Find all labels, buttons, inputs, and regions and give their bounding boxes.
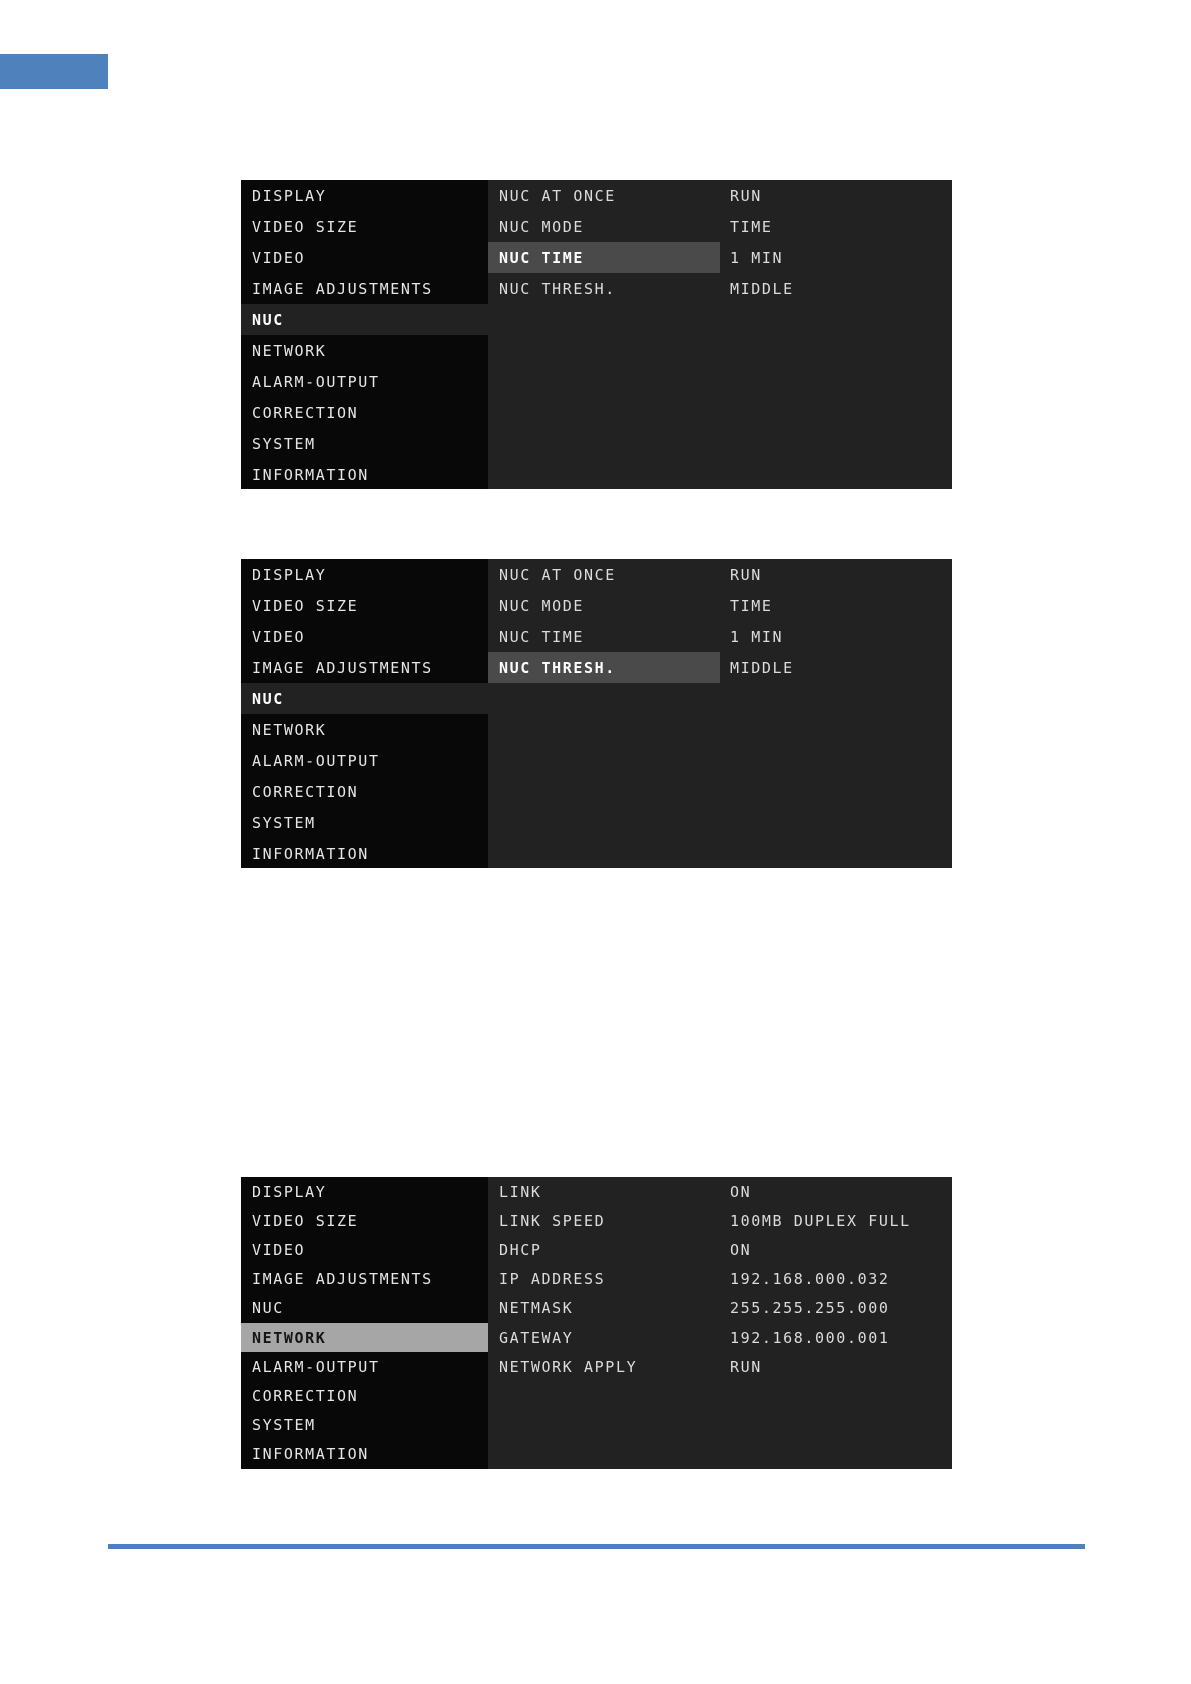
menu-item-image-adjustments[interactable]: IMAGE ADJUSTMENTS xyxy=(252,1270,433,1289)
param-value: 192.168.000.001 xyxy=(730,1328,890,1347)
param-value: ON xyxy=(730,1182,752,1201)
param-label-selected: NUC TIME xyxy=(488,242,720,273)
footer-divider xyxy=(108,1544,1085,1549)
param-row-nuc-thresh[interactable] xyxy=(488,273,952,304)
osd-main-menu xyxy=(241,559,488,868)
param-value: TIME xyxy=(730,217,773,236)
param-row-nuc-time[interactable] xyxy=(488,621,952,652)
osd-param-panel xyxy=(488,180,952,489)
param-label: NUC TIME xyxy=(499,627,585,646)
osd-main-menu xyxy=(241,180,488,489)
menu-item-display[interactable]: DISPLAY xyxy=(252,565,327,584)
param-value: MIDDLE xyxy=(730,658,794,677)
osd-param-panel xyxy=(488,559,952,868)
param-row-dhcp[interactable] xyxy=(488,1235,952,1264)
menu-item-network[interactable]: NETWORK xyxy=(252,341,327,360)
param-row-network-apply[interactable] xyxy=(488,1352,952,1381)
osd-main-menu xyxy=(241,1177,488,1469)
param-label: NUC MODE xyxy=(499,217,585,236)
menu-item-display[interactable]: DISPLAY xyxy=(252,1182,327,1201)
param-value: RUN xyxy=(730,565,762,584)
param-row-link[interactable] xyxy=(488,1177,952,1206)
param-row-link-speed[interactable] xyxy=(488,1206,952,1235)
param-value: MIDDLE xyxy=(730,279,794,298)
menu-item-image-adjustments[interactable]: IMAGE ADJUSTMENTS xyxy=(252,279,433,298)
param-row-nuc-mode[interactable] xyxy=(488,211,952,242)
param-row-nuc-thresh[interactable] xyxy=(488,652,952,683)
param-label: GATEWAY xyxy=(499,1328,574,1347)
menu-item-display[interactable]: DISPLAY xyxy=(252,186,327,205)
param-value: RUN xyxy=(730,186,762,205)
param-value: ON xyxy=(730,1240,752,1259)
param-row-gateway[interactable] xyxy=(488,1323,952,1352)
param-row-nuc-at-once[interactable] xyxy=(488,180,952,211)
param-label: NUC MODE xyxy=(499,596,585,615)
param-label: DHCP xyxy=(499,1240,542,1259)
param-value: 192.168.000.032 xyxy=(730,1270,890,1289)
menu-item-video[interactable]: VIDEO xyxy=(252,627,306,646)
menu-item-nuc[interactable]: NUC xyxy=(241,304,488,335)
param-value: TIME xyxy=(730,596,773,615)
menu-item-video[interactable]: VIDEO xyxy=(252,1240,306,1259)
osd-param-panel xyxy=(488,1177,952,1469)
param-label: LINK xyxy=(499,1182,542,1201)
param-label: NETMASK xyxy=(499,1299,574,1318)
param-value: 1 MIN xyxy=(730,248,784,267)
menu-item-video-size[interactable]: VIDEO SIZE xyxy=(252,1211,359,1230)
menu-item-nuc[interactable]: NUC xyxy=(252,1299,284,1318)
menu-item-nuc[interactable]: NUC xyxy=(241,683,488,714)
menu-item-alarm-output[interactable]: ALARM-OUTPUT xyxy=(252,372,380,391)
menu-item-system[interactable]: SYSTEM xyxy=(252,1416,316,1435)
page-corner-tab xyxy=(0,54,108,89)
param-label: NETWORK APPLY xyxy=(499,1357,638,1376)
param-label: NUC AT ONCE xyxy=(499,565,616,584)
param-value: 1 MIN xyxy=(730,627,784,646)
param-value: RUN xyxy=(730,1357,762,1376)
param-row-ip-address[interactable] xyxy=(488,1265,952,1294)
menu-item-alarm-output[interactable]: ALARM-OUTPUT xyxy=(252,1357,380,1376)
param-row-nuc-time[interactable] xyxy=(488,242,952,273)
param-value: 100MB DUPLEX FULL xyxy=(730,1211,911,1230)
menu-item-system[interactable]: SYSTEM xyxy=(252,434,316,453)
param-row-nuc-mode[interactable] xyxy=(488,590,952,621)
param-value: 255.255.255.000 xyxy=(730,1299,890,1318)
param-label: LINK SPEED xyxy=(499,1211,606,1230)
menu-item-information[interactable]: INFORMATION xyxy=(252,844,369,863)
menu-item-video[interactable]: VIDEO xyxy=(252,248,306,267)
menu-item-correction[interactable]: CORRECTION xyxy=(252,1386,359,1405)
param-label: NUC THRESH. xyxy=(499,279,616,298)
menu-item-network[interactable]: NETWORK xyxy=(241,1323,488,1352)
menu-item-alarm-output[interactable]: ALARM-OUTPUT xyxy=(252,751,380,770)
param-label: IP ADDRESS xyxy=(499,1270,606,1289)
osd-nuc-thresh-screen xyxy=(241,559,952,868)
menu-item-correction[interactable]: CORRECTION xyxy=(252,782,359,801)
menu-item-network[interactable]: NETWORK xyxy=(252,720,327,739)
param-row-nuc-at-once[interactable] xyxy=(488,559,952,590)
menu-item-system[interactable]: SYSTEM xyxy=(252,813,316,832)
param-row-netmask[interactable] xyxy=(488,1294,952,1323)
param-label: NUC AT ONCE xyxy=(499,186,616,205)
menu-item-video-size[interactable]: VIDEO SIZE xyxy=(252,217,359,236)
osd-network-screen xyxy=(241,1177,952,1469)
menu-item-information[interactable]: INFORMATION xyxy=(252,1445,369,1464)
osd-nuc-time-screen xyxy=(241,180,952,489)
menu-item-information[interactable]: INFORMATION xyxy=(252,465,369,484)
menu-item-image-adjustments[interactable]: IMAGE ADJUSTMENTS xyxy=(252,658,433,677)
param-label-selected: NUC THRESH. xyxy=(488,652,720,683)
menu-item-video-size[interactable]: VIDEO SIZE xyxy=(252,596,359,615)
menu-item-correction[interactable]: CORRECTION xyxy=(252,403,359,422)
